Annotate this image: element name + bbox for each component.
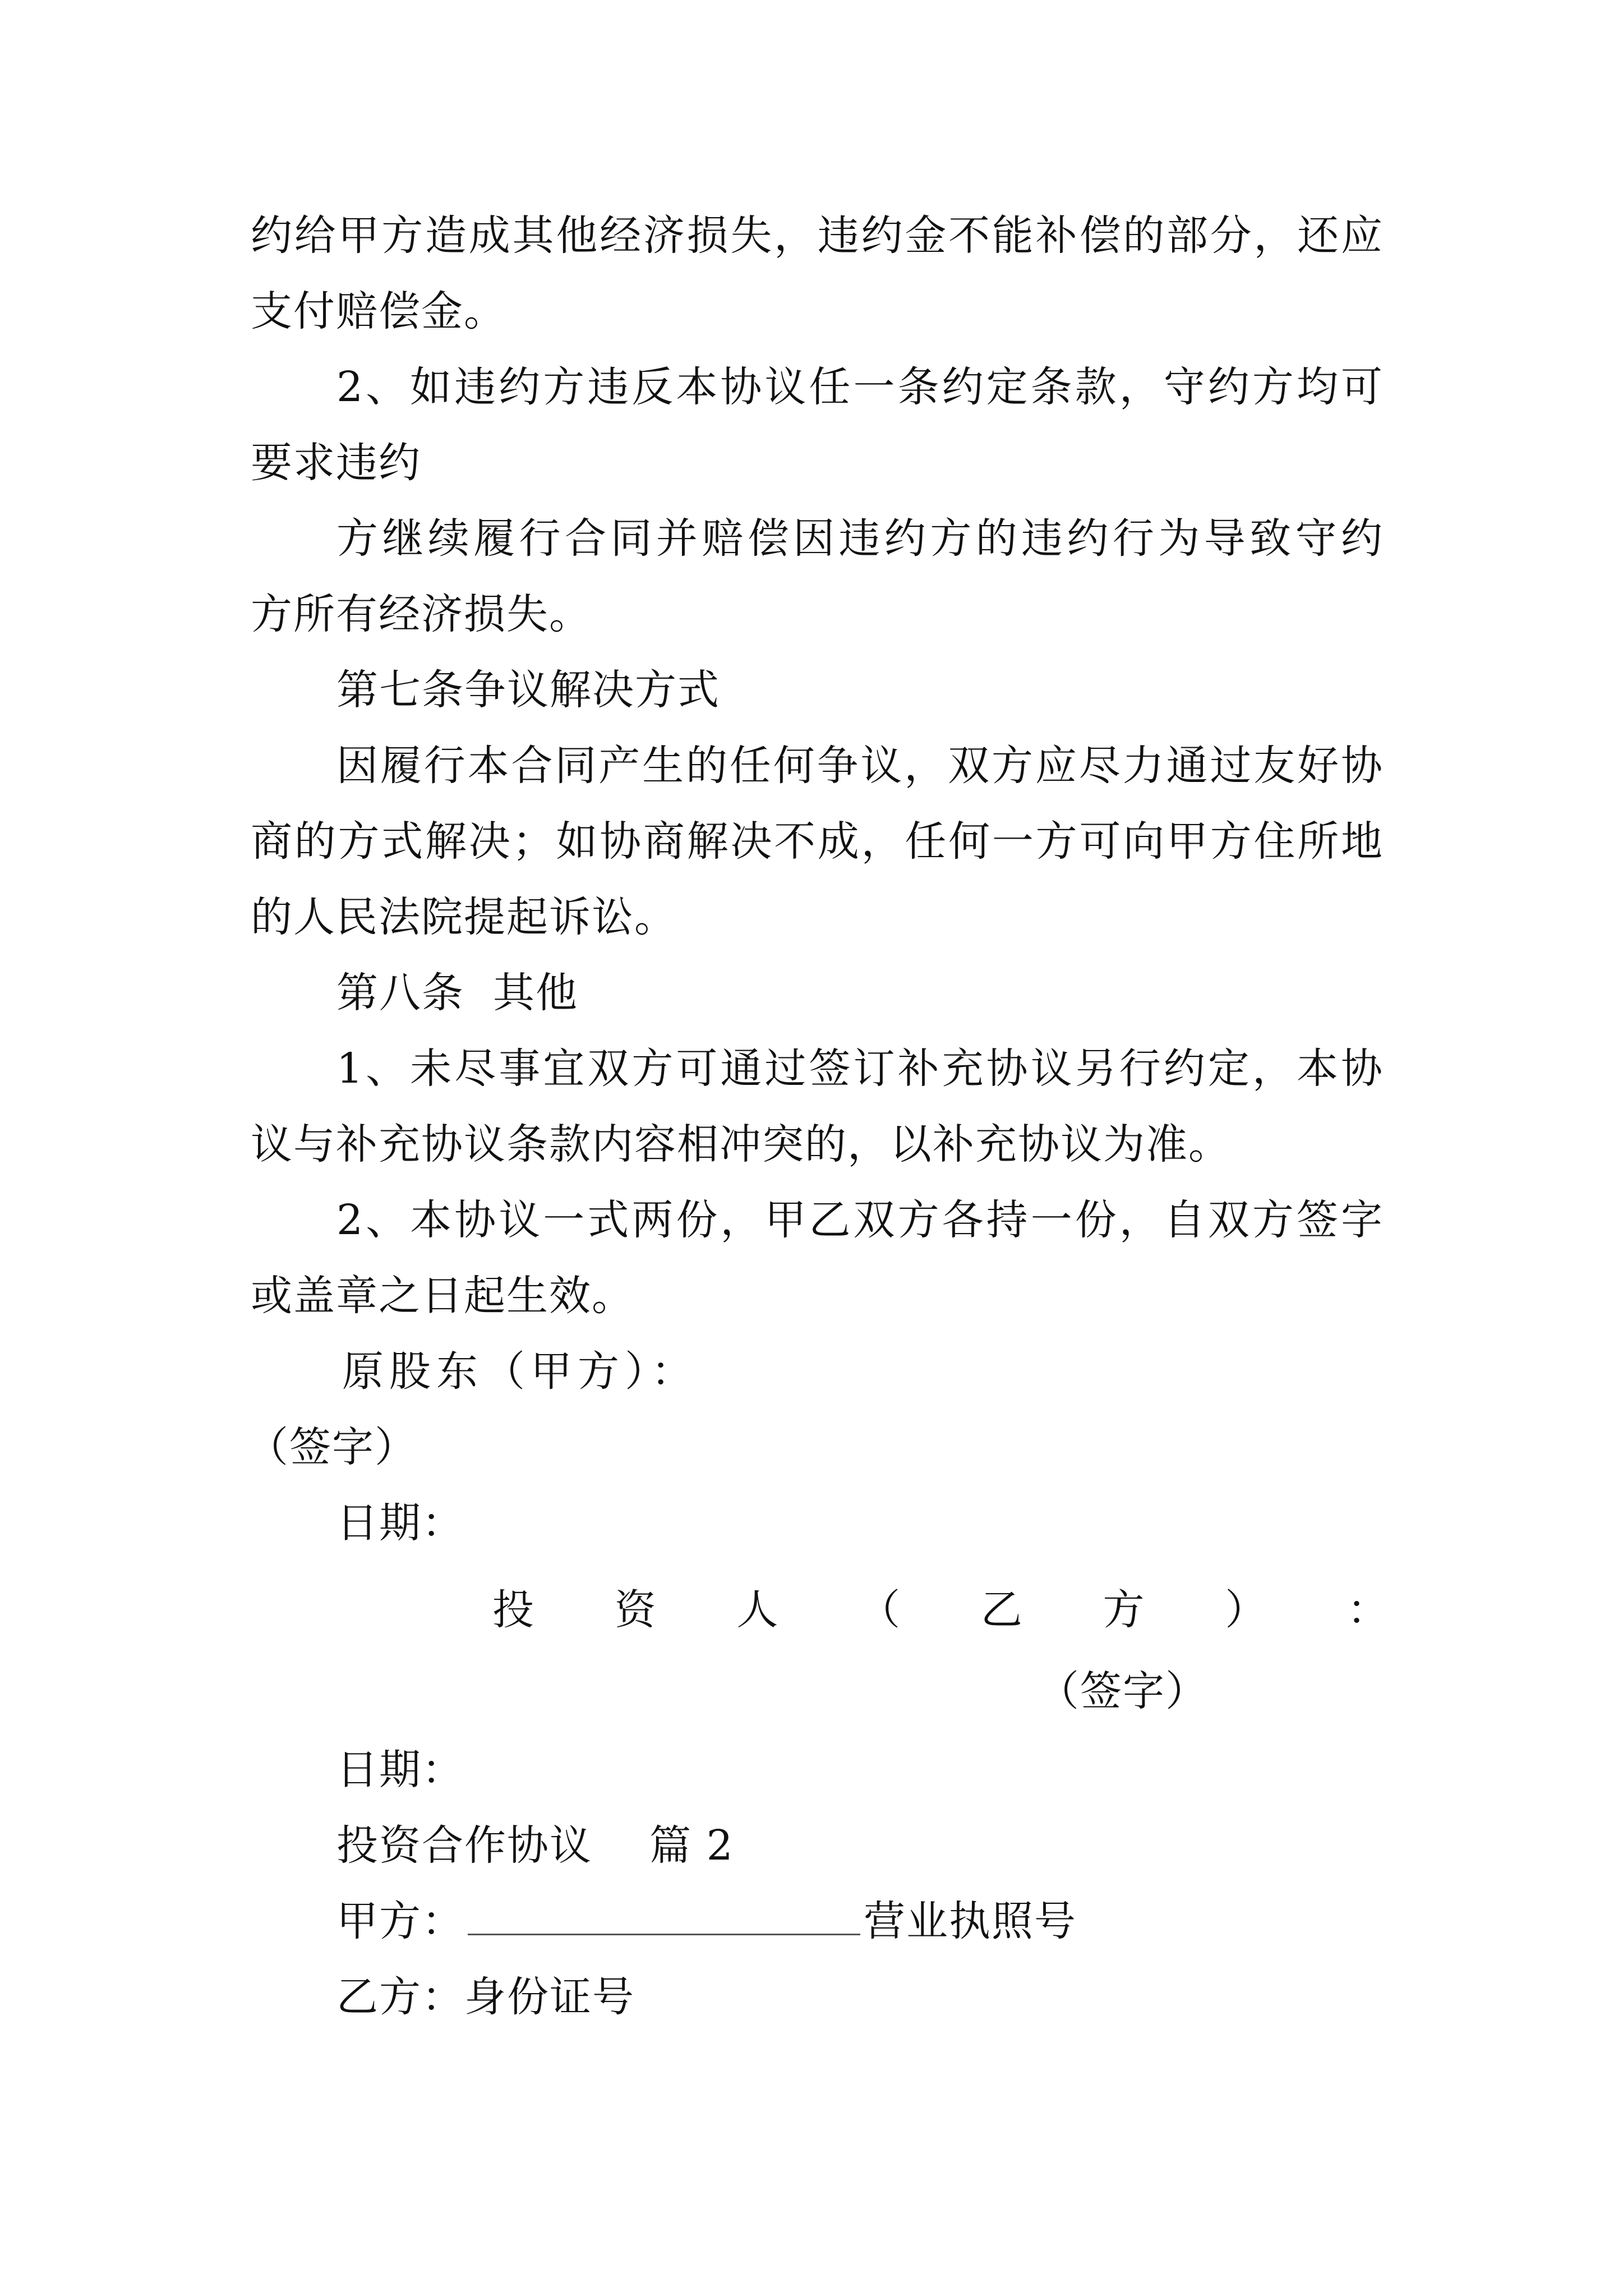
date-label: 日期： — [336, 1499, 464, 1547]
signature-label: （签字） — [1038, 1667, 1208, 1715]
text-line: 因履行本合同产生的任何争议，双方应尽力通过友好协 — [336, 742, 1384, 790]
signature-label: （签字） — [247, 1423, 417, 1471]
party-b-char: ： — [1347, 1586, 1390, 1634]
party-a-label: 原股东（甲方）： — [342, 1347, 698, 1396]
party-b-char: 投 — [492, 1586, 535, 1634]
party-b-char: 资 — [614, 1586, 657, 1634]
text-line: 议与补充协议条款内容相冲突的，以补充协议为准。 — [251, 1120, 1231, 1168]
party-b-char: （ — [859, 1586, 902, 1634]
text-line: 约给甲方造成其他经济损失，违约金不能补偿的部分，还应 — [251, 211, 1384, 260]
section-title: 投资合作协议 篇 2 — [336, 1821, 734, 1870]
text-line: 1、未尽事宜双方可通过签订补充协议另行约定，本协 — [336, 1045, 1384, 1093]
text-line: 的人民法院提起诉讼。 — [251, 893, 677, 941]
party-b-label — [492, 1582, 1390, 1638]
section-heading: 第七条争议解决方式 — [336, 666, 720, 714]
text-line: 支付赔偿金。 — [251, 287, 506, 335]
text-line: 方继续履行合同并赔偿因违约方的违约行为导致守约 — [336, 514, 1384, 563]
text-line: 2、如违约方违反本协议任一条约定条款，守约方均可 — [336, 363, 1384, 411]
party-a-field — [336, 1893, 1077, 1949]
date-label: 日期： — [336, 1746, 464, 1794]
party-a-prefix: 甲方： — [336, 1897, 464, 1945]
text-line: 2、本协议一式两份，甲乙双方各持一份，自双方签字 — [336, 1196, 1384, 1244]
party-b-char: ） — [1225, 1586, 1268, 1634]
text-line: 要求违约 — [251, 439, 421, 487]
section-heading: 第八条 其他 — [336, 969, 579, 1017]
text-line: 方所有经济损失。 — [251, 590, 592, 638]
party-b-field: 乙方：身份证号 — [336, 1973, 635, 2021]
text-line: 或盖章之日起生效。 — [251, 1272, 634, 1320]
party-a-suffix: 营业执照号 — [864, 1897, 1077, 1945]
blank-line — [468, 1894, 860, 1935]
party-b-char: 乙 — [980, 1586, 1023, 1634]
party-b-char: 人 — [736, 1586, 780, 1634]
party-b-char: 方 — [1103, 1586, 1146, 1634]
text-line: 商的方式解决；如协商解决不成，任何一方可向甲方住所地 — [251, 817, 1384, 866]
